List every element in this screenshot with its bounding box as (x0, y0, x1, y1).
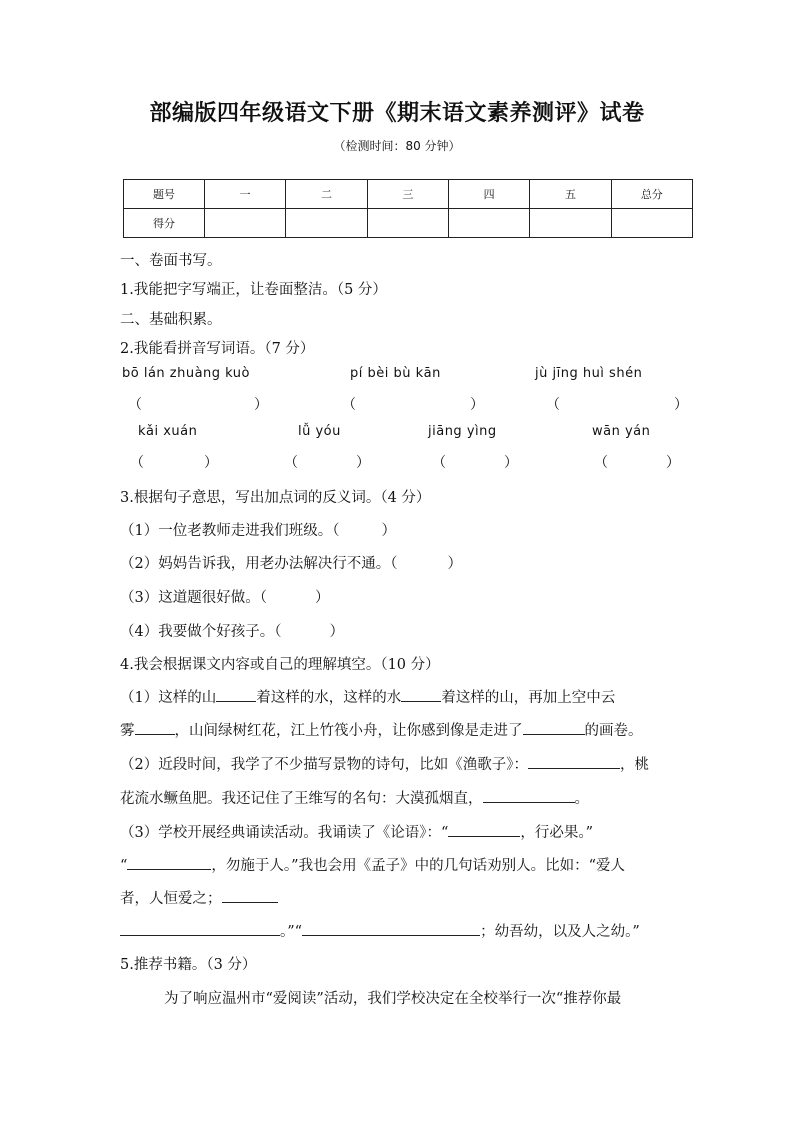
q4-1-line-1: （1）这样的山 着这样的水，这样的水 着这样的山，再加上空中云 (120, 686, 615, 707)
cell-part-1: 一 (205, 180, 286, 209)
cell-total: 总分 (611, 180, 692, 209)
paren-open: （ (284, 455, 298, 471)
score-table (123, 179, 693, 238)
pinyin-6: jiāng yìng (428, 424, 497, 439)
answer-field-7[interactable] (611, 454, 669, 472)
pinyin-4: kǎi xuán (138, 424, 198, 439)
pinyin-5: lǚ yóu (298, 424, 341, 439)
q3-item-1: （1）一位老教师走进我们班级。（ ） (120, 523, 396, 539)
q4-blank-11[interactable] (302, 921, 480, 936)
paren-open: （ (594, 455, 608, 471)
q4-blank-5[interactable] (528, 754, 620, 769)
q4-blank-6[interactable] (483, 788, 575, 803)
paren-close: ） (204, 455, 218, 471)
answer-field-1[interactable] (145, 396, 255, 414)
q3-item-4: （4）我要做个好孩子。（ ） (120, 624, 344, 640)
paren-open: （ (432, 455, 446, 471)
paren-close: ） (356, 455, 370, 471)
cell-score-label: 得分 (124, 209, 205, 238)
paren-open: （ (342, 397, 356, 413)
q4-blank-8[interactable] (127, 855, 211, 870)
section-2-heading: 二、基础积累。 (120, 312, 222, 328)
q3-item-2: （2）妈妈告诉我，用老办法解决行不通。（ ） (120, 556, 462, 572)
paren-close: ） (674, 397, 688, 413)
cell-question-number: 题号 (124, 180, 205, 209)
answer-field-5[interactable] (301, 454, 359, 472)
paren-close: ） (470, 397, 484, 413)
score-input-4[interactable] (448, 209, 529, 238)
cell-part-2: 二 (286, 180, 367, 209)
paren-close: ） (504, 455, 518, 471)
q4-blank-1[interactable] (216, 687, 256, 702)
q4-3-line-1: （3）学校开展经典诵读活动。我诵读了《论语》：“ ，行必果。” (120, 821, 593, 842)
cell-part-3: 三 (367, 180, 448, 209)
paren-open: （ (130, 455, 144, 471)
q4-blank-4[interactable] (523, 720, 585, 735)
q3-item-3: （3）这道题很好做。（ ） (120, 590, 330, 606)
question-1: 1.我能把字写端正，让卷面整洁。（5 分） (120, 282, 387, 298)
q4-2-line-2: 花流水鳜鱼肥。我还记住了王维写的名句：大漠孤烟直， 。 (120, 787, 589, 808)
q4-blank-9[interactable] (222, 888, 278, 903)
pinyin-3: jù jīng huì shén (535, 366, 643, 381)
score-input-1[interactable] (205, 209, 286, 238)
answer-field-6[interactable] (449, 454, 507, 472)
section-1-heading: 一、卷面书写。 (120, 253, 222, 269)
q4-3-line-4: 。”“ ；幼吾幼，以及人之幼。” (120, 920, 640, 941)
q4-blank-10[interactable] (120, 921, 280, 936)
score-input-total[interactable] (611, 209, 692, 238)
pinyin-1: bō lán zhuàng kuò (122, 366, 251, 381)
paren-open: （ (128, 397, 142, 413)
paren-close: ） (666, 455, 680, 471)
q4-2-line-1: （2）近段时间，我学了不少描写景物的诗句，比如《渔歌子》： ，桃 (120, 753, 649, 774)
q4-blank-2[interactable] (401, 687, 441, 702)
q4-blank-3[interactable] (135, 720, 175, 735)
score-input-5[interactable] (530, 209, 611, 238)
q4-3-line-3: 者，人恒爱之； (120, 887, 278, 908)
cell-part-4: 四 (448, 180, 529, 209)
score-table-header-row (124, 180, 693, 209)
pinyin-2: pí bèi bù kān (350, 366, 441, 381)
answer-field-4[interactable] (147, 454, 207, 472)
q4-blank-7[interactable] (448, 822, 520, 837)
cell-part-5: 五 (530, 180, 611, 209)
q4-3-line-2: “ ，勿施于人。”我也会用《孟子》中的几句话劝别人。比如：“爱人 (120, 854, 625, 875)
answer-field-2[interactable] (359, 396, 471, 414)
paren-close: ） (254, 397, 268, 413)
paren-open: （ (546, 397, 560, 413)
answer-field-3[interactable] (563, 396, 675, 414)
exam-duration: （检测时间：80 分钟） (333, 139, 461, 153)
question-2: 2.我能看拼音写词语。（7 分） (120, 341, 315, 357)
question-5: 5.推荐书籍。（3 分） (120, 957, 257, 973)
question-3: 3.根据句子意思，写出加点词的反义词。（4 分） (120, 490, 431, 506)
score-input-2[interactable] (286, 209, 367, 238)
score-input-3[interactable] (367, 209, 448, 238)
page-title: 部编版四年级语文下册《期末语文素养测评》试卷 (149, 100, 645, 126)
score-table-score-row (124, 209, 693, 238)
pinyin-7: wān yán (592, 424, 651, 439)
question-4: 4.我会根据课文内容或自己的理解填空。（10 分） (120, 657, 440, 673)
q5-paragraph: 为了响应温州市“爱阅读”活动，我们学校决定在全校举行一次“推荐你最 (164, 991, 622, 1007)
q4-1-line-2: 雾 ，山间绿树红花，江上竹筏小舟，让你感到像是走进了 的画卷。 (120, 719, 643, 740)
